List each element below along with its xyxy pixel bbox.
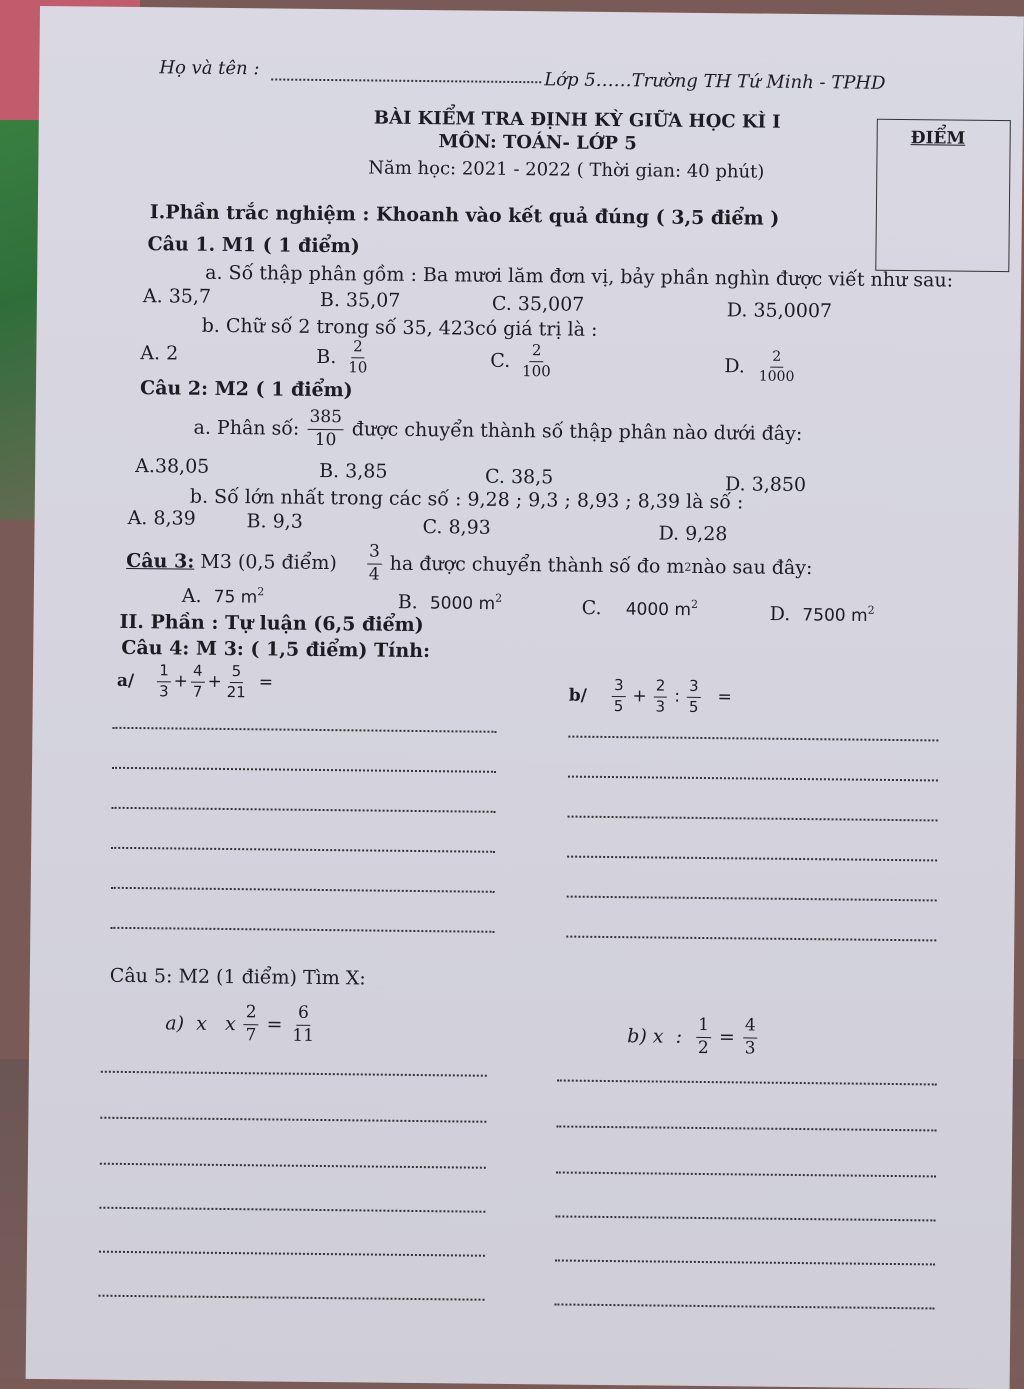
q4b-expression <box>569 678 732 716</box>
q4-heading: Câu 4: M 3: ( 1,5 điểm) Tính: <box>121 636 431 663</box>
q1b-option-c-fraction <box>520 343 553 380</box>
q3-option-c-value: 4000 m <box>625 599 692 621</box>
q3-option-b-value: 5000 m <box>429 593 496 615</box>
equals-sign: = <box>718 1026 735 1049</box>
q5b-expression <box>627 1016 766 1058</box>
q5a-fraction-1 <box>244 1004 259 1045</box>
equals-sign: = <box>266 1013 283 1036</box>
denominator: 100 <box>522 361 551 381</box>
q3-option-c-sup: 2 <box>691 597 699 611</box>
numerator: 6 <box>296 1005 311 1026</box>
q1-heading: Câu 1. M1 ( 1 điểm) <box>147 233 360 258</box>
denominator: 3 <box>655 697 666 716</box>
answer-line[interactable] <box>98 1295 484 1301</box>
q3-text-after: nào sau đây: <box>691 555 813 579</box>
denominator: 5 <box>688 697 699 716</box>
q1b-option-b <box>316 339 372 376</box>
denominator: 5 <box>613 696 624 715</box>
denominator: 7 <box>192 682 203 701</box>
answer-line[interactable] <box>100 1163 486 1169</box>
equals-sign: = <box>717 686 732 708</box>
answer-line[interactable] <box>111 887 495 893</box>
q1a-option-a: A. 35,7 <box>142 285 212 308</box>
denominator: 2 <box>697 1037 709 1058</box>
q4a-label: a/ <box>116 670 135 691</box>
q3-option-a-label: A. <box>181 584 202 608</box>
q4a-expression <box>117 663 274 701</box>
q3-option-a <box>182 586 265 607</box>
numerator: 5 <box>230 664 244 683</box>
q2b-option-d: D. 9,28 <box>658 522 728 546</box>
q2-heading: Câu 2: M2 ( 1 điểm) <box>139 377 353 402</box>
q3-option-d-value: 7500 m <box>802 605 868 627</box>
answer-line[interactable] <box>555 1215 935 1221</box>
denominator: 11 <box>292 1025 315 1046</box>
school-year: Năm học: 2021 - 2022 ( Thời gian: 40 phút) <box>368 157 765 183</box>
q2a-option-d: D. 3,850 <box>724 473 807 497</box>
q5b-fraction-2 <box>743 1017 758 1058</box>
answer-line[interactable] <box>556 1125 936 1131</box>
plus-sign: + <box>173 671 189 692</box>
numerator: 1 <box>696 1017 711 1038</box>
answer-line[interactable] <box>568 816 938 822</box>
q5b-prefix: b) x : <box>627 1025 683 1048</box>
answer-line[interactable] <box>112 767 496 773</box>
q4b-label: b/ <box>568 685 588 706</box>
q3-sup: 2 <box>684 560 692 574</box>
name-label: Họ và tên : <box>159 57 260 80</box>
q3-option-b <box>398 592 503 613</box>
q4b-fraction-1 <box>612 678 626 715</box>
score-label: ĐIỂM <box>910 128 966 149</box>
q5a-expression <box>165 1003 324 1045</box>
q2a-fraction <box>307 406 344 450</box>
answer-line[interactable] <box>557 1079 937 1085</box>
q1b-option-c-label: C. <box>490 349 511 372</box>
equals-sign: = <box>258 672 274 693</box>
numerator: 385 <box>307 409 344 430</box>
subject-title: MÔN: TOÁN- LỚP 5 <box>438 131 637 155</box>
denominator: 4 <box>368 564 380 585</box>
q2a-option-c: C. 38,5 <box>484 465 554 489</box>
q3-heading-rest: M3 (0,5 điểm) <box>200 550 338 574</box>
q1b-option-d-label: D. <box>724 354 745 378</box>
numerator: 4 <box>743 1017 758 1038</box>
answer-line[interactable] <box>567 856 937 862</box>
q1b-option-a: A. 2 <box>140 342 179 365</box>
answer-line[interactable] <box>112 727 496 733</box>
answer-line[interactable] <box>112 807 496 813</box>
q5a-prefix: a) x x <box>165 1012 236 1035</box>
name-line <box>271 78 541 83</box>
plus-sign: + <box>207 671 222 692</box>
q3-option-a-value: 75 m <box>213 587 258 608</box>
class-school: Lớp 5……Trường TH Tứ Minh - TPHD <box>544 69 886 94</box>
exam-paper <box>26 6 1024 1389</box>
answer-line[interactable] <box>111 847 495 853</box>
denominator: 7 <box>245 1025 257 1046</box>
numerator: 3 <box>367 543 382 564</box>
q1a-option-d: D. 35,0007 <box>726 299 833 323</box>
q3-option-c <box>582 598 699 620</box>
plus-sign: + <box>632 685 647 707</box>
q5b-fraction-1 <box>696 1014 711 1058</box>
numerator: 2 <box>530 343 544 362</box>
q2a-prefix: a. Phân số: <box>193 416 300 440</box>
exam-title: BÀI KIỂM TRA ĐỊNH KỲ GIỮA HỌC KÌ I <box>373 107 781 133</box>
answer-line[interactable] <box>99 1207 485 1213</box>
answer-line[interactable] <box>555 1259 935 1265</box>
answer-line[interactable] <box>556 1171 936 1177</box>
denominator: 10 <box>348 357 368 377</box>
q3-option-b-label: B. <box>397 591 418 614</box>
numerator: 2 <box>770 350 783 368</box>
q2a-option-b: B. 3,85 <box>319 459 388 483</box>
numerator: 2 <box>351 339 365 358</box>
q2a-suffix: được chuyển thành số thập phân nào dưới đây: <box>351 418 803 445</box>
q4a-fraction-3 <box>225 664 248 701</box>
numerator: 2 <box>244 1004 259 1025</box>
q4b-fraction-2 <box>654 678 668 715</box>
q1b-option-b-fraction <box>346 339 369 376</box>
answer-line[interactable] <box>99 1251 485 1257</box>
q3-option-d-sup: 2 <box>867 603 875 617</box>
q3-option-a-sup: 2 <box>257 585 265 599</box>
q3-option-b-sup: 2 <box>495 591 503 605</box>
denominator: 3 <box>158 682 169 701</box>
numerator: 4 <box>191 664 205 683</box>
part2-heading: II. Phần : Tự luận (6,5 điểm) <box>119 610 424 637</box>
denominator: 10 <box>314 429 337 450</box>
answer-line[interactable] <box>101 1071 487 1077</box>
q2a-option-a: A.38,05 <box>135 455 210 478</box>
numerator: 3 <box>687 679 701 698</box>
answer-line[interactable] <box>567 896 937 902</box>
answer-line[interactable] <box>566 936 936 942</box>
q1b-option-d <box>724 349 800 384</box>
answer-line[interactable] <box>568 736 938 742</box>
denominator: 1000 <box>758 368 795 385</box>
part1-heading: I.Phần trắc nghiệm : Khoanh vào kết quả đúng ( 3,5 điểm ) <box>149 201 780 230</box>
q3-text-before: ha được chuyển thành số đo m <box>389 552 685 578</box>
answer-line[interactable] <box>110 927 494 933</box>
q1b-question: b. Chữ số 2 trong số 35, 423có giá trị là : <box>201 314 598 341</box>
q2a-question <box>193 408 802 455</box>
colon-sign: : <box>674 686 681 707</box>
q3-option-d <box>770 604 875 625</box>
q4b-fraction-3 <box>687 676 701 716</box>
q5a-fraction-2 <box>290 1002 316 1046</box>
q3-heading: Câu 3: <box>126 549 195 573</box>
q2b-option-a: A. 8,39 <box>127 506 196 530</box>
q2b-option-b: B. 9,3 <box>246 510 303 533</box>
q4a-fraction-1 <box>157 663 171 700</box>
q3-option-d-label: D. <box>769 603 791 626</box>
q1b-option-d-fraction <box>757 350 797 385</box>
q1b-option-b-label: B. <box>316 345 337 368</box>
q2b-option-c: C. 8,93 <box>422 516 491 539</box>
q1a-option-c: C. 35,007 <box>491 292 585 316</box>
q3-option-c-label: C. <box>581 597 602 620</box>
numerator: 3 <box>612 678 626 697</box>
q1a-question: a. Số thập phân gồm : Ba mươi lăm đơn vị, bảy phần nghìn được viết như sau: <box>205 261 954 292</box>
answer-line[interactable] <box>568 776 938 782</box>
numerator: 1 <box>157 663 171 682</box>
q3-fraction <box>367 543 382 584</box>
q4a-fraction-2 <box>191 661 205 701</box>
denominator: 3 <box>744 1038 756 1059</box>
numerator: 2 <box>654 678 668 697</box>
q2b-question: b. Số lớn nhất trong các số : 9,28 ; 9,3 ; 8,93 ; 8,39 là số : <box>189 485 744 514</box>
q5-heading-text: Câu 5: M2 (1 điểm) Tìm X: <box>109 964 366 990</box>
q1a-option-b: B. 35,07 <box>319 288 401 312</box>
q3-question <box>126 541 813 589</box>
q5-heading <box>109 964 366 990</box>
answer-line[interactable] <box>100 1117 486 1123</box>
score-box <box>875 119 1011 272</box>
answer-line[interactable] <box>554 1303 934 1309</box>
denominator: 21 <box>226 682 246 701</box>
q1b-option-c <box>490 343 556 380</box>
